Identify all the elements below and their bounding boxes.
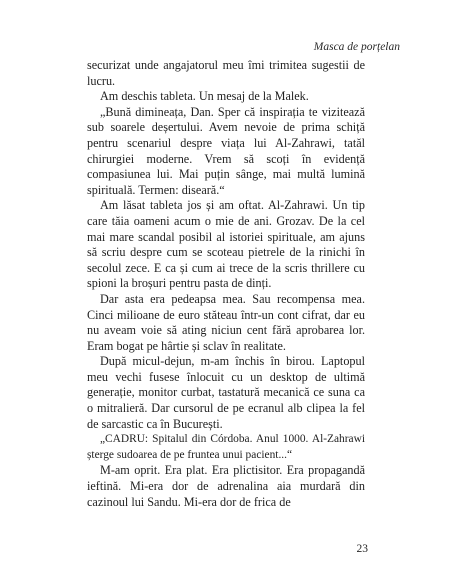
paragraph: Am lăsat tableta jos și am oftat. Al-Zahrawi. Un tip care tăia oameni acum o mie de ani. Grozav. De la cel mai mare scandal posibil al istoriei spirituale, am ajuns să scriu despre cum se scoteau pietrele de la rinichi în secolul zece. E ca și cum ai trece de la scris thrillere cu spioni la broșuri pentru pasta de dinți. (87, 198, 365, 291)
paragraph: Dar asta era pedeapsa mea. Sau recompensa mea. Cinci milioane de euro stăteau într-un cont cifrat, dar eu nu aveam voie să ating niciun cent fără aprobarea lor. Eram bogat pe hârtie și sclav în realitate. (87, 291, 365, 353)
paragraph: „CADRU: Spitalul din Córdoba. Anul 1000. Al-Zahrawi șterge sudoarea de pe fruntea unui pacient...“ (87, 433, 365, 461)
page-number: 23 (356, 543, 368, 555)
paragraph: Am deschis tableta. Un mesaj de la Malek. (100, 89, 309, 104)
paragraph: „Bună dimineața, Dan. Sper că inspirația te vizitează sub soarele deșertului. Avem nevoie de prima schiță pentru scenariul despre viața lui Al-Zahrawi, tatăl chirurgiei moderne. Vrem să scoți în evidență compasiunea lui. Mai puțin sânge, mai multă lumină spirituală. Termen: diseară.“ (87, 104, 365, 197)
running-header: Masca de porțelan (313, 41, 400, 53)
body-text (87, 58, 365, 510)
paragraph: După micul-dejun, m-am închis în birou. Laptopul meu vechi fusese înlocuit cu un desktop de ultimă generație, monitor curbat, tastatură mecanică ce suna ca o mitralieră. Dar cursorul de pe ecranul alb clipea la fel de sarcastic ca în București. (87, 354, 365, 431)
paragraph: M-am oprit. Era plat. Era plictisitor. Era propagandă ieftină. Mi-era dor de adrenalina aia murdară din cazinoul lui Sandu. Mi-era dor de frica de (87, 463, 365, 509)
paragraph: securizat unde angajatorul meu îmi trimitea sugestii de lucru. (87, 58, 365, 88)
